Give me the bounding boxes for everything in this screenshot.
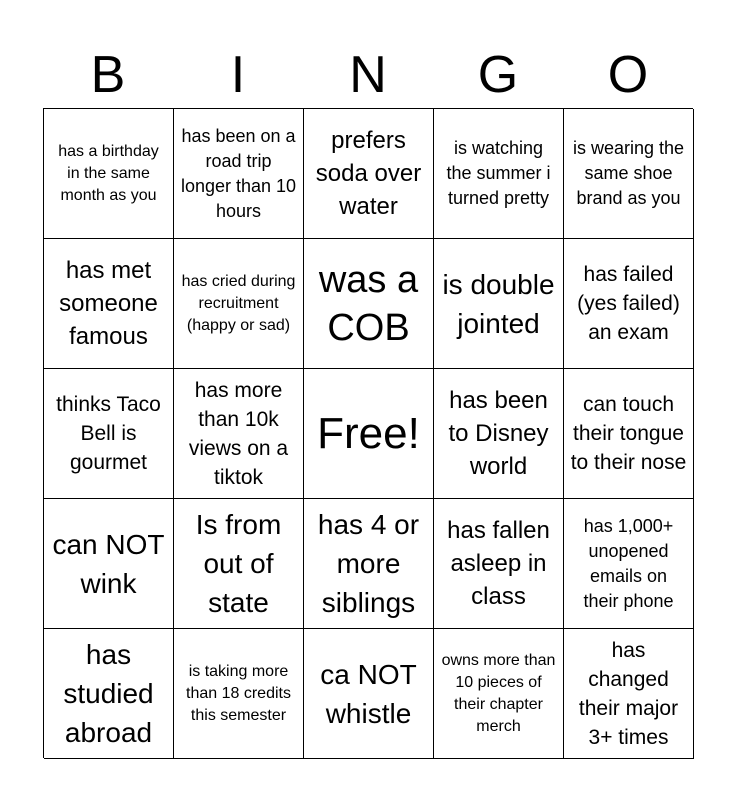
cell-text: has more than 10k views on a tiktok bbox=[188, 378, 289, 489]
bingo-cell-r2c5[interactable] bbox=[564, 239, 694, 369]
bingo-cell-r4c2[interactable] bbox=[174, 499, 304, 629]
cell-text: prefers soda over water bbox=[315, 127, 422, 220]
cell-text: was a COB bbox=[318, 258, 419, 349]
header-letter-i: I bbox=[230, 46, 246, 104]
cell-text: is wearing the same shoe brand as you bbox=[572, 138, 685, 208]
header-letter-b: B bbox=[90, 46, 126, 104]
header-letter-g: G bbox=[477, 46, 519, 104]
cell-text: has cried during recruitment (happy or sad) bbox=[181, 272, 296, 334]
cell-text: has been to Disney world bbox=[448, 387, 549, 480]
bingo-cell-r5c5[interactable] bbox=[564, 629, 694, 759]
cell-text: can touch their tongue to their nose bbox=[570, 393, 687, 474]
cell-text: is double jointed bbox=[442, 268, 555, 339]
cell-text: has 4 or more siblings bbox=[317, 509, 420, 618]
cell-text: is taking more than 18 credits this semester bbox=[186, 662, 291, 724]
bingo-cell-r1c2[interactable] bbox=[174, 109, 304, 239]
bingo-header bbox=[43, 42, 693, 108]
cell-text: thinks Taco Bell is gourmet bbox=[56, 393, 161, 474]
header-letter-o: O bbox=[607, 46, 649, 104]
header-letter-n: N bbox=[349, 46, 387, 104]
cell-text: has 1,000+ unopened emails on their phone bbox=[583, 515, 674, 611]
bingo-cell-r2c4[interactable] bbox=[434, 239, 564, 369]
cell-text: has fallen asleep in class bbox=[447, 517, 550, 610]
bingo-cell-r4c4[interactable] bbox=[434, 499, 564, 629]
bingo-cell-r5c4[interactable] bbox=[434, 629, 564, 759]
bingo-cell-r1c3[interactable] bbox=[304, 109, 434, 239]
cell-text: owns more than 10 pieces of their chapter merch bbox=[441, 651, 556, 735]
cell-text: can NOT wink bbox=[52, 528, 165, 599]
cell-text: is watching the summer i turned pretty bbox=[446, 138, 551, 208]
bingo-cell-r5c3[interactable] bbox=[304, 629, 434, 759]
cell-text: has studied abroad bbox=[63, 639, 154, 748]
bingo-cell-r5c1[interactable] bbox=[44, 629, 174, 759]
bingo-cell-r4c5[interactable] bbox=[564, 499, 694, 629]
bingo-cell-r2c1[interactable] bbox=[44, 239, 174, 369]
bingo-cell-r4c1[interactable] bbox=[44, 499, 174, 629]
bingo-cell-r3c2[interactable] bbox=[174, 369, 304, 499]
cell-text: has been on a road trip longer than 10 hours bbox=[180, 125, 297, 221]
bingo-cell-r1c4[interactable] bbox=[434, 109, 564, 239]
bingo-cell-r3c1[interactable] bbox=[44, 369, 174, 499]
cell-text: Is from out of state bbox=[195, 509, 282, 618]
cell-text: has a birthday in the same month as you bbox=[58, 142, 159, 204]
cell-text: has met someone famous bbox=[59, 257, 158, 350]
bingo-cell-r3c5[interactable] bbox=[564, 369, 694, 499]
free-space-text: Free! bbox=[317, 408, 420, 458]
bingo-cell-free-space[interactable] bbox=[304, 369, 434, 499]
cell-text: has failed (yes failed) an exam bbox=[577, 263, 680, 344]
bingo-cell-r2c2[interactable] bbox=[174, 239, 304, 369]
bingo-cell-r1c1[interactable] bbox=[44, 109, 174, 239]
bingo-cell-r1c5[interactable] bbox=[564, 109, 694, 239]
bingo-cell-r2c3[interactable] bbox=[304, 239, 434, 369]
cell-text: ca NOT whistle bbox=[320, 658, 417, 729]
bingo-cell-r4c3[interactable] bbox=[304, 499, 434, 629]
bingo-cell-r5c2[interactable] bbox=[174, 629, 304, 759]
cell-text: has changed their major 3+ times bbox=[578, 638, 679, 749]
bingo-board bbox=[43, 108, 693, 758]
bingo-cell-r3c4[interactable] bbox=[434, 369, 564, 499]
